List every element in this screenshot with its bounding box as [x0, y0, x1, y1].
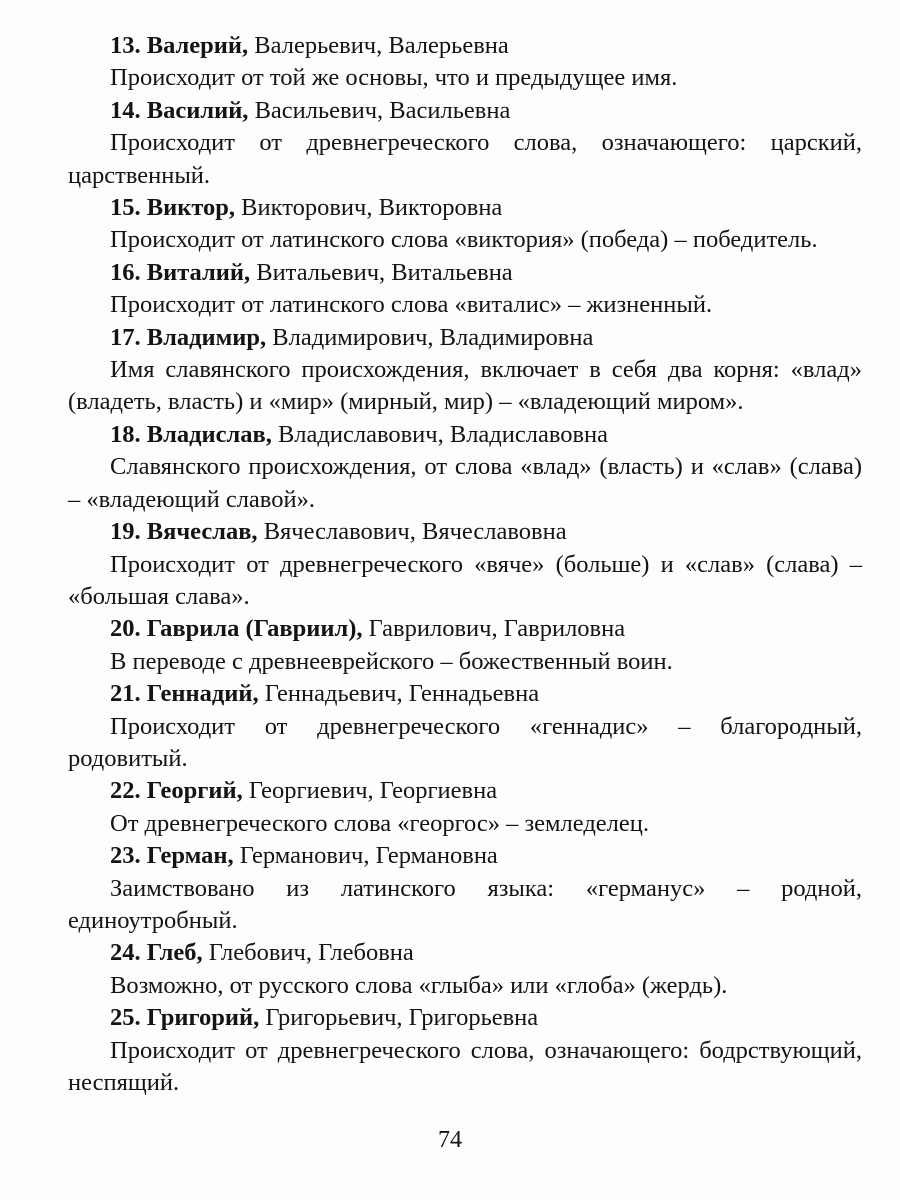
entry-number: 17.	[110, 323, 141, 351]
entry-heading	[68, 775, 862, 807]
entry-number: 21.	[110, 680, 141, 708]
entry-name: Валерий,	[146, 32, 249, 59]
entry-heading	[68, 678, 862, 710]
entry-description: От древнегреческого слова «георгос» – земледелец.	[110, 809, 650, 837]
entry-number: 15.	[110, 194, 141, 222]
entry-name: Вячеслав,	[146, 518, 258, 546]
entry-name: Виталий,	[146, 258, 251, 286]
entry-description: Происходит от древнегреческого «геннадис» – благородный, родовитый.	[68, 712, 862, 772]
entry-description: Происходит от латинского слова «виктория» (победа) – победитель.	[110, 226, 818, 254]
entry-heading	[68, 30, 862, 62]
entry-description: Заимствовано из латинского языка: «германус» – родной, единоутробный.	[68, 874, 862, 934]
entry-patronymics: Григорьевич, Григорьевна	[265, 1004, 539, 1032]
entry-description: Происходит от древнегреческого слова, означающего: бодрствующий, неспящий.	[68, 1036, 862, 1096]
entry-patronymics: Валерьевич, Валерьевна	[254, 32, 509, 59]
entry-number: 13.	[110, 32, 141, 59]
entry-description: В переводе с древнееврейского – божественный воин.	[110, 647, 673, 675]
entry-description: Славянского происхождения, от слова «влад» (власть) и «слав» (слава) – «владеющий славой».	[68, 453, 862, 513]
entry-patronymics: Гаврилович, Гавриловна	[368, 615, 626, 643]
entry-number: 25.	[110, 1004, 141, 1032]
entry-description: Происходит от той же основы, что и предыдущее имя.	[110, 64, 678, 92]
entry-description: Имя славянского происхождения, включает в себя два корня: «влад» (владеть, власть) и «мир» (мирный, мир) – «владеющий миром».	[68, 356, 862, 416]
entry-heading	[68, 840, 862, 872]
entry-patronymics: Викторович, Викторовна	[241, 194, 503, 222]
entry-name: Григорий,	[146, 1004, 260, 1032]
entry-description: Происходит от древнегреческого «вяче» (больше) и «слав» (слава) – «большая слава».	[68, 550, 862, 610]
entry-patronymics: Владимирович, Владимировна	[272, 323, 594, 351]
entry-patronymics: Васильевич, Васильевна	[254, 96, 511, 124]
entry-number: 19.	[110, 518, 141, 546]
entry-description: Происходит от древнегреческого слова, означающего: царский, царственный.	[68, 129, 862, 189]
entry-heading	[68, 613, 862, 645]
entry-heading	[68, 257, 862, 289]
entry-patronymics: Витальевич, Витальевна	[256, 258, 513, 286]
entry-patronymics: Георгиевич, Георгиевна	[248, 777, 498, 805]
entry-heading	[68, 937, 862, 969]
entry-heading	[68, 322, 862, 354]
entry-number: 22.	[110, 777, 141, 805]
entry-name: Владимир,	[146, 323, 267, 351]
entry-name: Глеб,	[146, 939, 203, 967]
entry-heading	[68, 1002, 862, 1034]
page-number: 74	[438, 1127, 462, 1153]
entry-patronymics: Владиславович, Владиславовна	[277, 420, 609, 448]
entry-description: Возможно, от русского слова «глыба» или «глоба» (жердь).	[110, 971, 728, 999]
name-dictionary-entries	[68, 30, 862, 1099]
entry-number: 20.	[110, 615, 141, 643]
entry-name: Георгий,	[146, 777, 243, 805]
entry-name: Виктор,	[146, 194, 236, 222]
entry-name: Геннадий,	[146, 680, 259, 708]
entry-name: Гаврила (Гавриил),	[146, 615, 363, 643]
entry-name: Василий,	[146, 96, 249, 124]
entry-heading	[68, 516, 862, 548]
entry-number: 24.	[110, 939, 141, 967]
entry-number: 14.	[110, 96, 141, 124]
entry-name: Владислав,	[146, 420, 272, 448]
entry-number: 18.	[110, 420, 141, 448]
entry-description: Происходит от латинского слова «виталис» – жизненный.	[110, 291, 713, 319]
entry-patronymics: Геннадьевич, Геннадьевна	[264, 680, 540, 708]
entry-patronymics: Вячеславович, Вячеславовна	[263, 518, 567, 546]
entry-heading	[68, 419, 862, 451]
entry-name: Герман,	[146, 842, 234, 870]
entry-number: 16.	[110, 258, 141, 286]
entry-patronymics: Германович, Германовна	[239, 842, 498, 870]
entry-heading	[68, 95, 862, 127]
entry-patronymics: Глебович, Глебовна	[208, 939, 414, 967]
entry-heading	[68, 192, 862, 224]
entry-number: 23.	[110, 842, 141, 870]
